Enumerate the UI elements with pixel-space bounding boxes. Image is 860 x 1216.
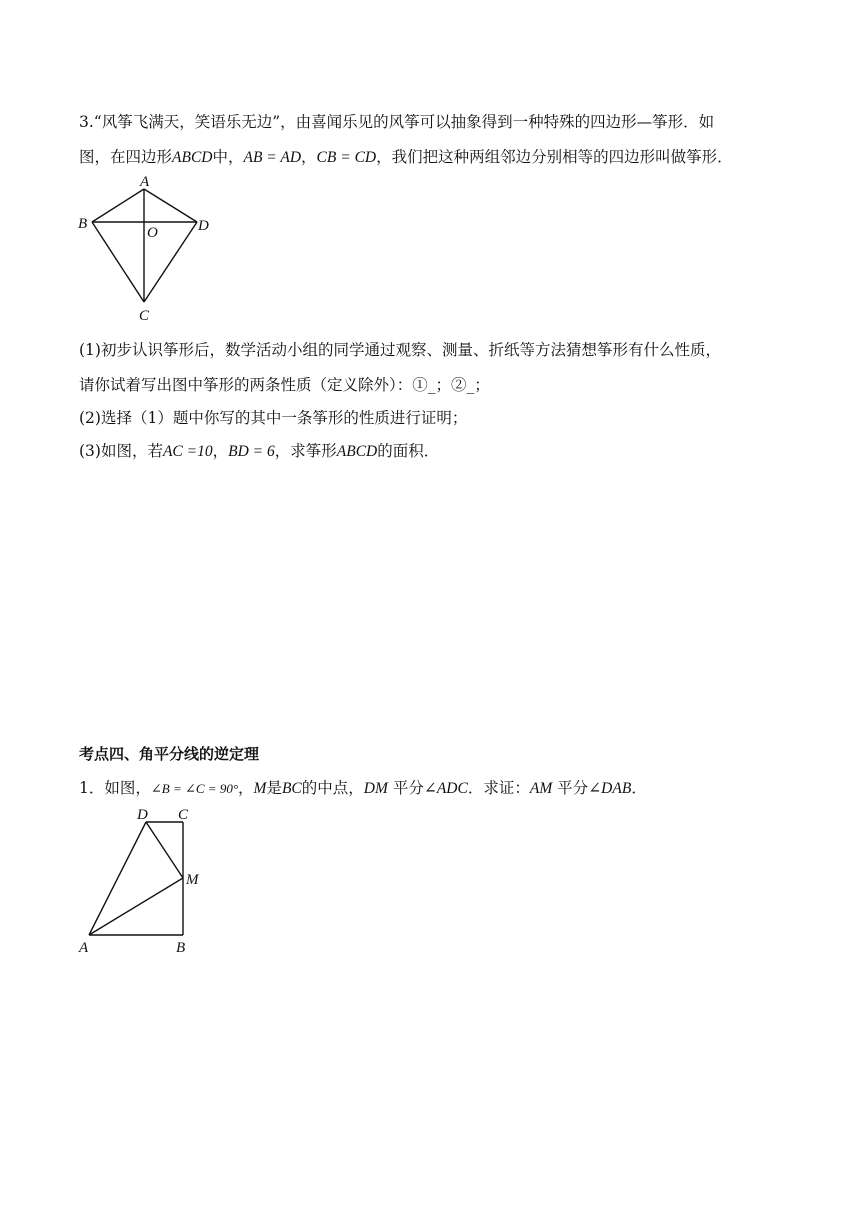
segment-bc-text: BC [281, 780, 302, 797]
bd-value: BD = 6 [228, 443, 275, 460]
text-segment: 的中点， [301, 779, 364, 797]
question-1-prompt: 请你试着写出图中筝形的两条性质（定义除外）：①_；②_； [79, 376, 490, 394]
quad-name: ABCD [172, 149, 213, 166]
text-segment: ，我们把这种两组邻边分别相等的四边形叫做筝形． [376, 148, 733, 166]
text-segment: 平分 [387, 779, 424, 797]
section4-problem1 [79, 778, 647, 799]
text-segment: 的面积． [377, 442, 440, 460]
problem3-line2 [79, 147, 733, 168]
question-2-text: (2)选择（1）题中你写的其中一条筝形的性质进行证明； [79, 409, 468, 427]
text-segment: ，求筝形 [274, 442, 337, 460]
q2-line [79, 408, 467, 428]
kite-figure [74, 172, 224, 324]
segment-am-text: AM [529, 780, 553, 797]
section-title: 考点四、角平分线的逆定理 [79, 745, 260, 763]
q1-line2 [79, 375, 490, 395]
segment-ad [144, 189, 197, 222]
angle-adc: ∠ADC [423, 780, 468, 797]
ac-value: AC =10 [162, 443, 213, 460]
text-segment: ． [631, 779, 647, 797]
section-heading [79, 744, 259, 764]
text-segment: ， [212, 442, 229, 460]
text-segment: 是 [266, 779, 282, 797]
label-b: B [78, 216, 88, 232]
segment-bc [92, 222, 144, 302]
segment-dm-text: DM [363, 780, 388, 797]
segment-dm [146, 822, 183, 878]
label-d: D [198, 218, 209, 234]
label-c: C [139, 308, 150, 324]
text-segment: ， [301, 148, 317, 166]
problem3-statement: 3.“风筝飞满天，笑语乐无边”，由喜闻乐见的风筝可以抽象得到一种特殊的四边形—筝形．如 [79, 113, 715, 131]
label-m: M [186, 872, 199, 888]
text-segment: 平分 [552, 779, 589, 797]
q3-line [79, 441, 439, 462]
text-segment: 图，在四边形 [79, 148, 173, 166]
label-o: O [147, 225, 158, 241]
label-c: C [178, 807, 189, 823]
angle-dab: ∠DAB [588, 780, 632, 797]
text-segment: ．求证： [467, 779, 530, 797]
quad-name: ABCD [336, 443, 378, 460]
equation-ab-ad: AB = AD [243, 149, 302, 166]
label-d: D [137, 807, 148, 823]
angle-condition: ∠B = ∠C = 90° [150, 781, 239, 796]
text-segment: 中， [212, 148, 244, 166]
trapezoid-figure [74, 804, 214, 956]
point-m: M [253, 780, 267, 797]
problem3-line1 [79, 112, 714, 132]
question-1-text: (1)初步认识筝形后，数学活动小组的同学通过观察、测量、折纸等方法猜想筝形有什么性质， [79, 341, 721, 359]
label-a: A [79, 940, 89, 956]
label-a: A [140, 174, 150, 190]
equation-cb-cd: CB = CD [316, 149, 377, 166]
q1-line1 [79, 340, 721, 360]
text-segment: 1．如图， [79, 779, 151, 797]
segment-ab [92, 189, 144, 222]
label-b: B [176, 940, 186, 956]
text-segment: ， [238, 779, 254, 797]
text-segment: (3)如图，若 [79, 442, 163, 460]
